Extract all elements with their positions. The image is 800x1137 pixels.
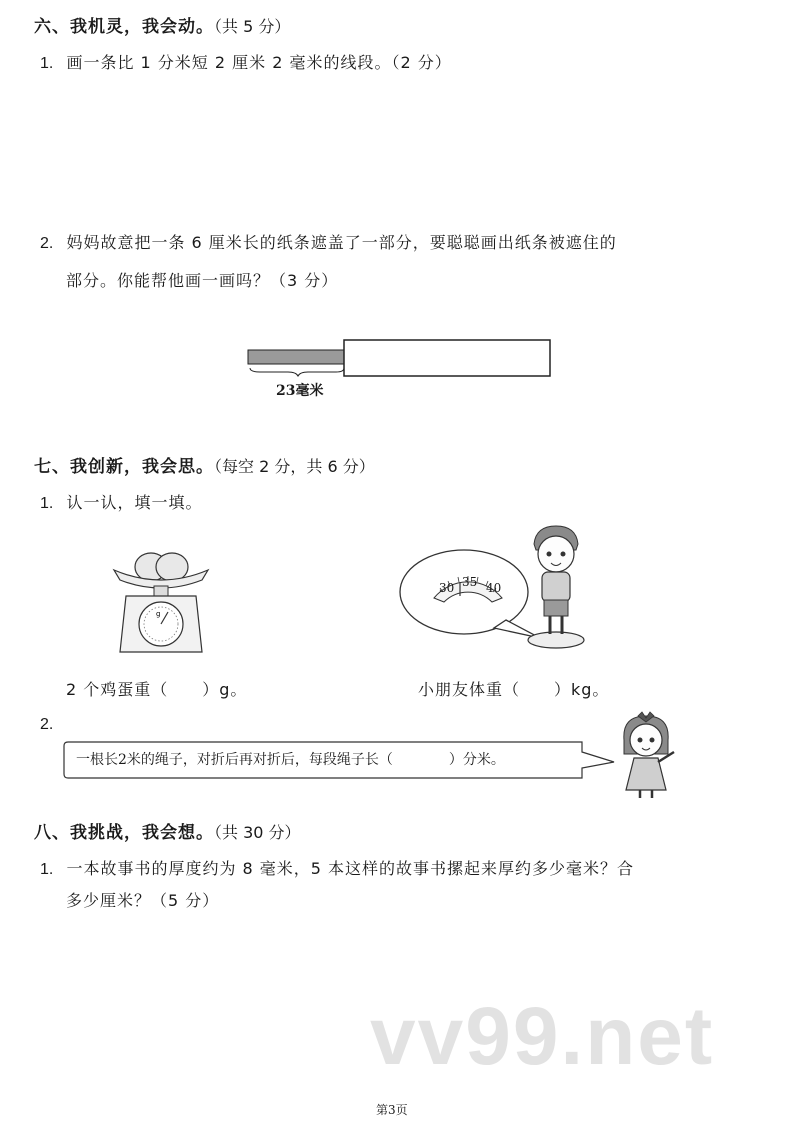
page-number: 第3页: [376, 1103, 408, 1117]
s8-q1: [40, 856, 634, 879]
s7-q1-number: 1.: [40, 495, 54, 512]
strip-length-label: 23毫米: [276, 383, 324, 399]
visible-strip-part: [248, 350, 348, 364]
section-6-heading: [34, 12, 290, 37]
tick-label-35: 35: [462, 575, 478, 589]
s8-q1-line1: 一本故事书的厚度约为 8 毫米，5 本这样的故事书摞起来厚约多少毫米？合: [66, 859, 635, 878]
tick-label-40: 40: [486, 581, 502, 595]
s7-q1-text: 认一认，填一填。: [66, 493, 203, 512]
s6-q1-text: 画一条比 1 分米短 2 厘米 2 毫米的线段。（2 分）: [66, 53, 452, 72]
section-7-title: 七、我创新，我会思。: [34, 457, 214, 477]
child-shorts: [544, 600, 568, 616]
s7-q2-number: 2.: [40, 716, 54, 733]
child-shirt: [542, 572, 570, 602]
child-face: [538, 536, 574, 572]
s6-q2-line1: 妈妈故意把一条 6 厘米长的纸条遮盖了一部分，要聪聪画出纸条被遮住的: [66, 233, 617, 252]
s6-q2: [40, 230, 617, 253]
s6-q1-number: 1.: [40, 55, 54, 72]
section-6-title: 六、我机灵，我会动。: [34, 17, 214, 37]
girl-face: [630, 724, 662, 756]
s8-q1-number: 1.: [40, 861, 54, 878]
s8-q1-line2: 多少厘米？（5 分）: [66, 891, 220, 910]
section-7-heading: [34, 452, 375, 477]
s6-q2-number: 2.: [40, 235, 54, 252]
kitchen-scale-illustration: [106, 540, 216, 660]
girl-dress: [626, 758, 666, 790]
tick-label-30: 30: [439, 581, 455, 595]
child-on-scale-illustration: [520, 524, 592, 654]
rope-question-text[interactable]: 一根长2米的绳子，对折后再对折后，每段绳子长（ ）分米。: [76, 752, 505, 768]
section-8-title: 八、我挑战，我会想。: [34, 823, 214, 843]
child-weight-answer[interactable]: 小朋友体重（ ）kg。: [418, 680, 610, 699]
section-7-points: （每空 2 分，共 6 分）: [214, 457, 375, 476]
dial-unit-label: g: [156, 610, 161, 618]
section-8-heading: [34, 818, 301, 843]
egg-icon: [156, 553, 188, 581]
s7-q1: [40, 490, 202, 513]
egg-weight-answer[interactable]: 2 个鸡蛋重（ ）g。: [66, 680, 248, 699]
s6-q2-line2: 部分。你能帮他画一画吗？（3 分）: [66, 271, 339, 290]
cover-sheet: [344, 340, 550, 376]
measure-brace: [250, 368, 344, 376]
bathroom-scale: [528, 632, 584, 648]
watermark: vv99.net: [370, 991, 715, 1082]
section-8-points: （共 30 分）: [214, 823, 301, 842]
section-6-points: （共 5 分）: [214, 17, 291, 36]
s6-q1: [40, 50, 452, 73]
girl-illustration: [616, 710, 686, 800]
